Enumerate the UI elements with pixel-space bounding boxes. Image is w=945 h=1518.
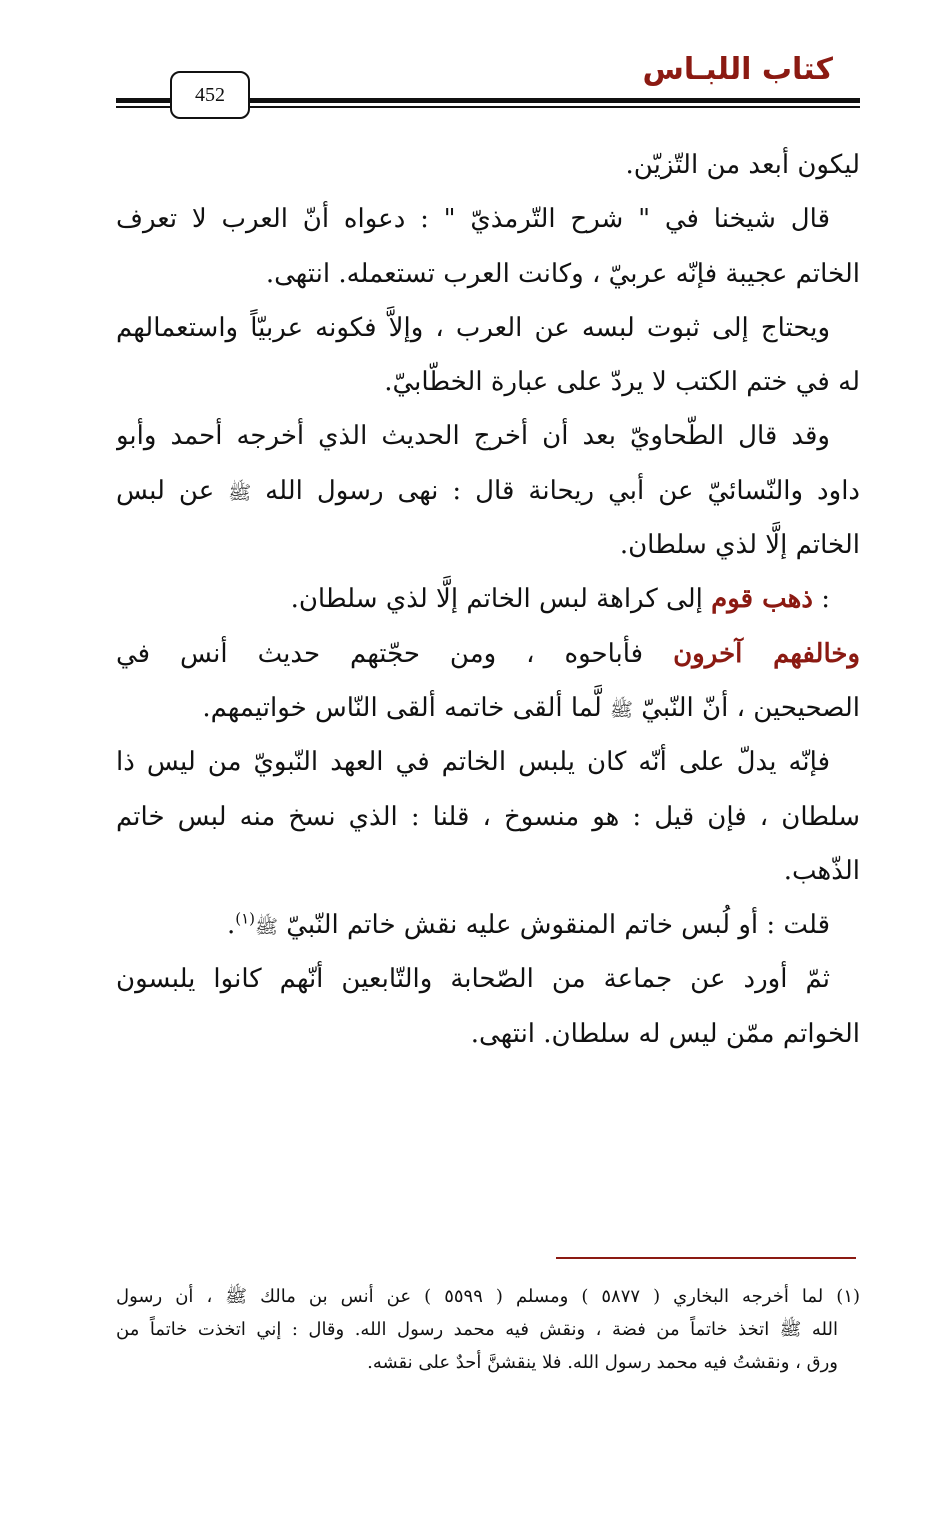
chapter-title: كتاب اللبـاس xyxy=(642,52,833,87)
footnotes xyxy=(116,1280,860,1379)
text-fragment: . xyxy=(226,910,236,941)
salutation-ligature: ﷺ xyxy=(610,698,633,721)
salutation-ligature: ﷺ xyxy=(228,481,252,504)
text-line: قال شيخنا في " شرح التّرمذيّ " : دعواه أنّ العرب لا تعرف xyxy=(116,204,830,235)
highlighted-phrase: ذهب قوم xyxy=(711,584,813,615)
text-fragment: لَّما ألقى خاتمه ألقى النّاس خواتيمهم. xyxy=(202,692,602,723)
footnote-separator xyxy=(556,1257,856,1259)
text-line: فإنّه يدلّ على أنّه كان يلبس الخاتم في العهد النّبويّ من ليس ذا xyxy=(116,747,830,778)
footnote-line: ورق ، ونقشتُ فيه محمد رسول الله. فلا ينقشنَّ أحدٌ على نقشه. xyxy=(367,1352,838,1373)
text-line xyxy=(116,572,860,626)
text-line: له في ختم الكتب لا يردّ على عبارة الخطّابيّ. xyxy=(384,367,860,398)
footnote-line: (١) لما أخرجه البخاري ( ٥٨٧٧ ) ومسلم ( ٥٥٩٩ ) عن أنس بن مالك ﷺ ، أن رسول xyxy=(116,1286,860,1307)
text-line: وقد قال الطّحاويّ بعد أن أخرج الحديث الذي أخرجه أحمد وأبو xyxy=(116,421,830,452)
text-fragment: فأباحوه ، ومن حجّتهم حديث أنس في xyxy=(116,638,644,669)
footnote-line: الله ﷺ اتخذ خاتماً من فضة ، ونقش فيه محمد رسول الله. وقال : إني اتخذت خاتماً من xyxy=(116,1319,838,1340)
text-line xyxy=(116,627,860,681)
text-line: الخاتم إلَّا لذي سلطان. xyxy=(619,530,860,561)
text-fragment: داود والنّسائيّ عن أبي ريحانة قال : نهى رسول الله xyxy=(265,475,860,506)
text-line: ليكون أبعد من التّزيّن. xyxy=(625,150,860,180)
page-number: 452 xyxy=(170,71,250,119)
text-fragment: قلت : أو لُبس خاتم المنقوش عليه نقش خاتم النّبيّ xyxy=(286,910,830,941)
main-text xyxy=(116,138,860,1061)
text-fragment: الصحيحين ، أنّ النّبيّ xyxy=(641,692,860,723)
text-fragment: : xyxy=(821,584,830,615)
text-line xyxy=(116,681,860,735)
footnote-reference[interactable]: (١) xyxy=(235,909,256,928)
text-line: ويحتاج إلى ثبوت لبسه عن العرب ، وإلاَّ فكونه عربيّاً واستعمالهم xyxy=(116,312,830,343)
text-line: سلطان ، فإن قيل : هو منسوخ ، قلنا : الذي نسخ منه لبس خاتم xyxy=(116,801,860,832)
text-line: الذّهب. xyxy=(783,855,860,886)
salutation-ligature: ﷺ xyxy=(255,916,278,939)
text-line: الخاتم عجيبة فإنّه عربيّ ، وكانت العرب تستعمله. انتهى. xyxy=(265,258,860,289)
text-line: ثمّ أورد عن جماعة من الصّحابة والتّابعين أنّهم كانوا يلبسون xyxy=(116,964,830,995)
text-line xyxy=(116,464,860,518)
text-line: الخواتم ممّن ليس له سلطان. انتهى. xyxy=(470,1018,860,1049)
text-fragment: عن لبس xyxy=(116,475,215,506)
highlighted-phrase: وخالفهم آخرون xyxy=(673,638,860,669)
text-fragment: إلى كراهة لبس الخاتم إلَّا لذي سلطان. xyxy=(290,584,703,615)
text-line xyxy=(116,898,860,952)
